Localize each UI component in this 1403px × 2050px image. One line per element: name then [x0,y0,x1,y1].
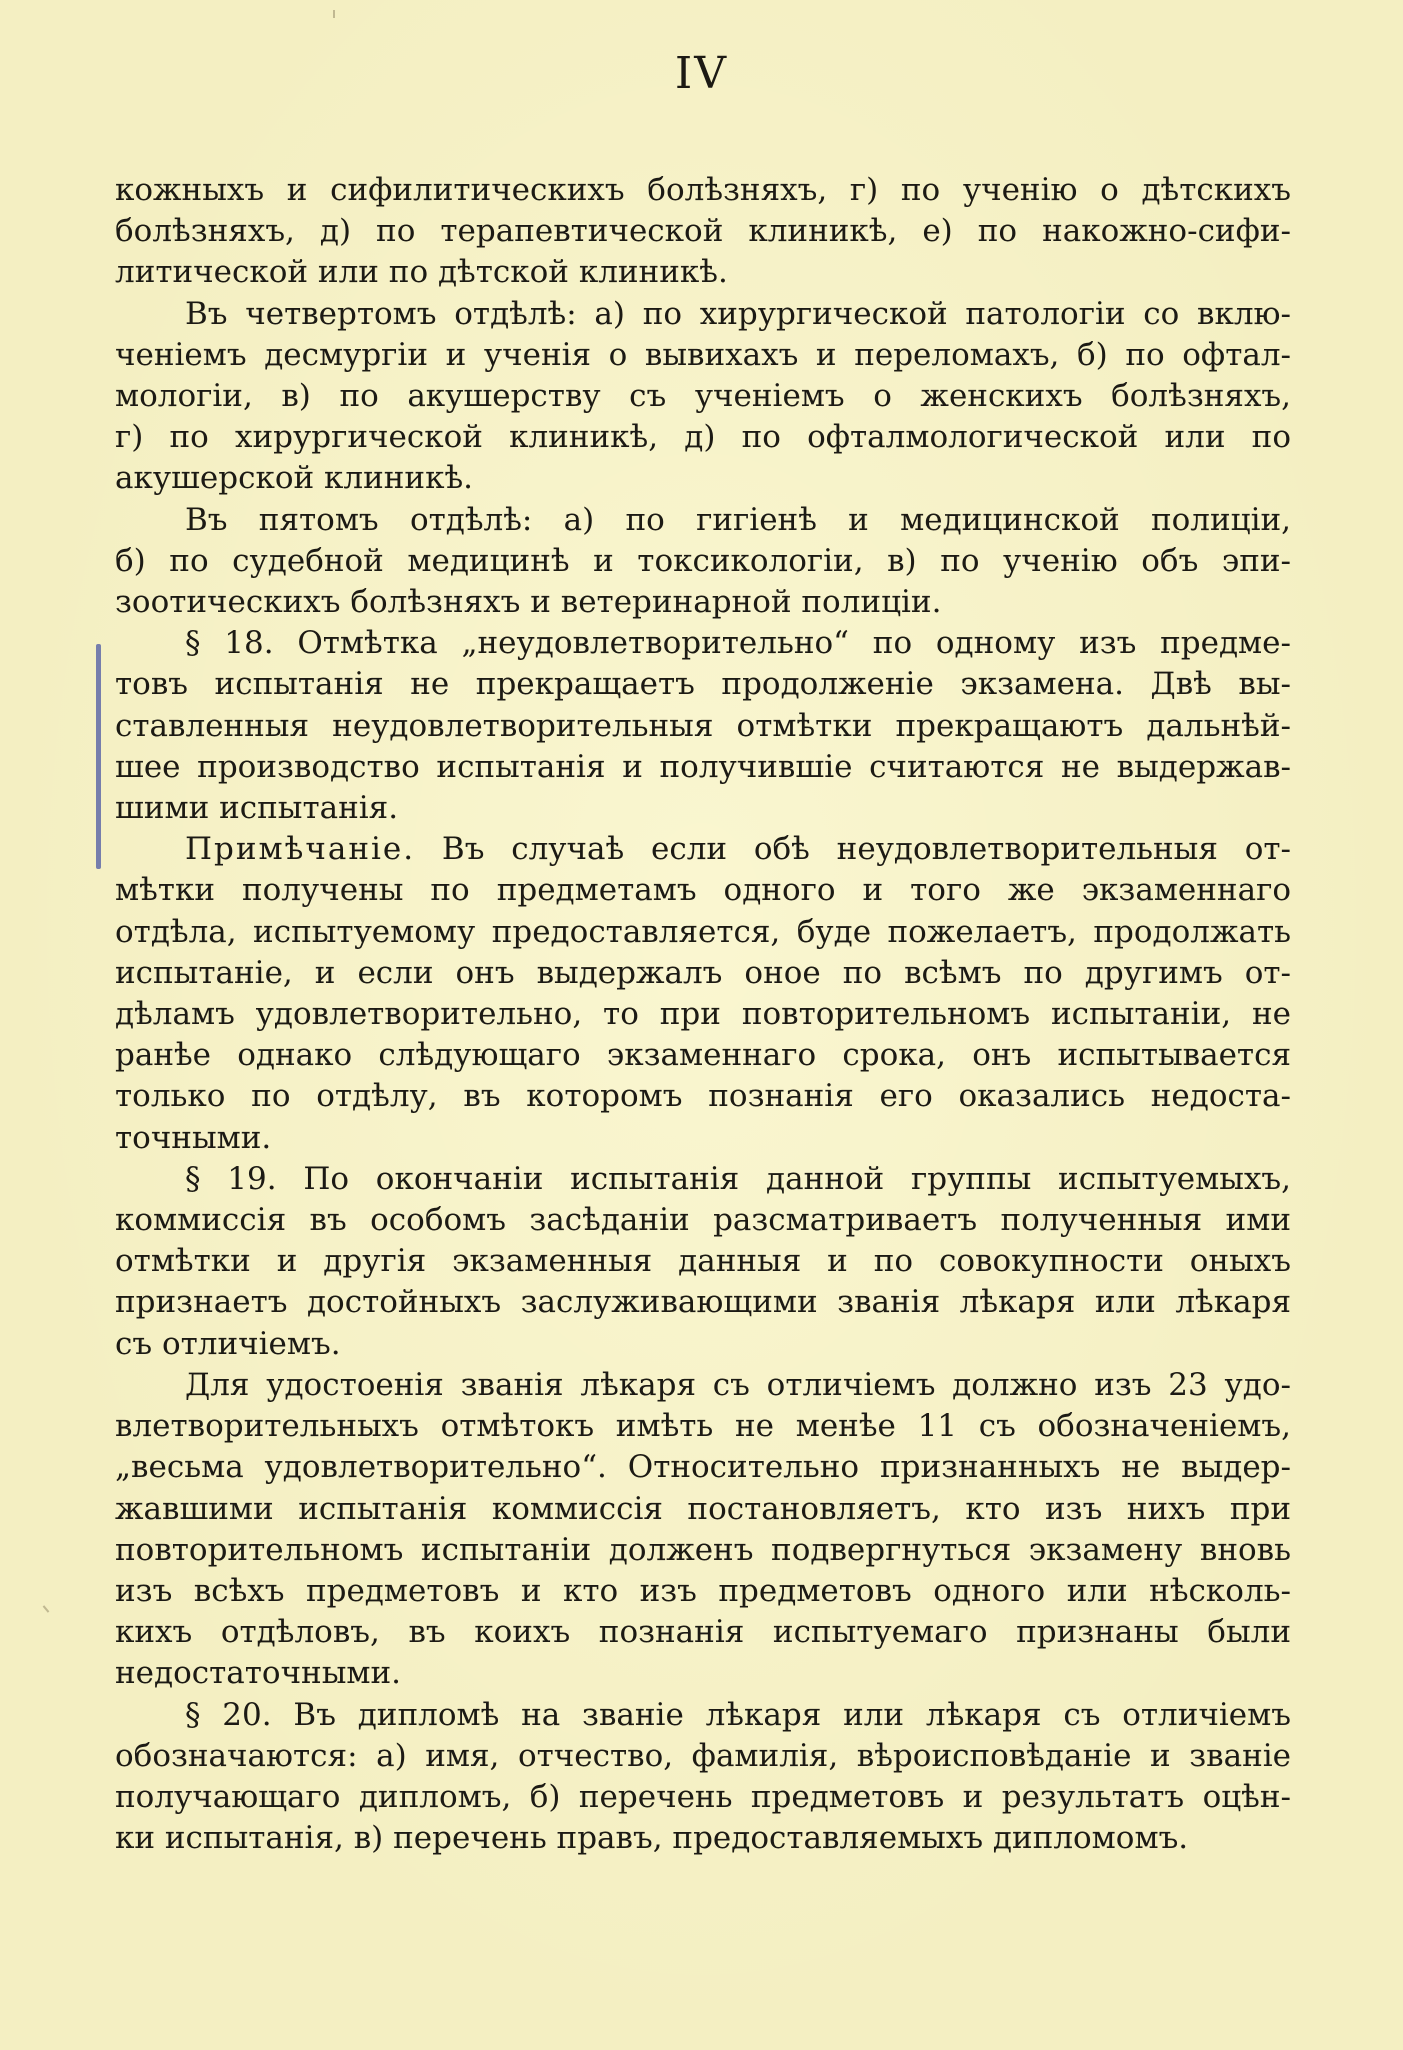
paragraph-start-line: Въ пятомъ отдѣлѣ: а) по гигіенѣ и медицинской полиціи, [185,501,1291,538]
text-line: только по отдѣлу, въ которомъ познанія его оказались недоста- [115,1078,1291,1115]
text-line: болѣзняхъ, д) по терапевтической клиникѣ, е) по накожно-сифи- [115,213,1291,250]
text-line: мологіи, в) по акушерству съ ученіемъ о женскихъ болѣзняхъ, [115,378,1291,415]
note-start-line [115,829,1291,870]
text-line: точными. [115,1119,272,1156]
paper-speck [333,10,335,18]
text-line: акушерской клиникѣ. [115,460,473,497]
note-heading: Примѣчаніе. [185,831,416,868]
text-line: обозначаются: а) имя, отчество, фамилія, вѣроисповѣданіе и званіе [115,1737,1291,1774]
text-line: съ отличіемъ. [115,1325,341,1362]
margin-pencil-mark [96,644,101,869]
text-line: отдѣла, испытуемому предоставляется, буде пожелаетъ, продолжать [115,913,1291,950]
text-line: г) по хирургической клиникѣ, д) по офталмологической или по [115,419,1291,456]
text-line: отмѣтки и другія экзаменныя данныя и по совокупности оныхъ [115,1243,1291,1280]
paragraph-start-line: Для удостоенія званія лѣкаря съ отличіемъ должно изъ 23 удо- [185,1366,1291,1403]
section-19-start-line: § 19. По окончаніи испытанія данной группы испытуемыхъ, [185,1160,1291,1197]
text-line: кихъ отдѣловъ, въ коихъ познанія испытуемаго признаны были [115,1614,1291,1651]
text-line: товъ испытанія не прекращаетъ продолженіе экзамена. Двѣ вы- [115,666,1291,703]
text-line: коммиссія въ особомъ засѣданіи разсматриваетъ полученныя ими [115,1202,1291,1239]
section-18-start-line: § 18. Отмѣтка „неудовлетворительно“ по одному изъ предме- [185,625,1291,662]
text-line: признаетъ достойныхъ заслуживающими званія лѣкаря или лѣкаря [115,1284,1291,1321]
paragraph-start-line: Въ четвертомъ отдѣлѣ: а) по хирургической патологіи со вклю- [185,295,1291,332]
text-line: шими испытанія. [115,790,399,827]
text-line: ки испытанія, в) перечень правъ, предоставляемыхъ дипломомъ. [115,1820,1189,1857]
section-20-start-line: § 20. Въ дипломѣ на званіе лѣкаря или лѣкаря съ отличіемъ [185,1696,1291,1733]
text-line: ранѣе однако слѣдующаго экзаменнаго срока, онъ испытывается [115,1037,1291,1074]
text-line: получающаго дипломъ, б) перечень предметовъ и результатъ оцѣн- [115,1778,1291,1815]
text-line: жавшими испытанія коммиссія постановляетъ, кто изъ нихъ при [115,1490,1291,1527]
text-line: влетворительныхъ отмѣтокъ имѣть не менѣе 11 съ обозначеніемъ, [115,1408,1291,1445]
text-line: мѣтки получены по предметамъ одного и того же экзаменнаго [115,872,1291,909]
text-line: шее производство испытанія и получившіе считаются не выдержав- [115,748,1291,785]
text-line: „весьма удовлетворительно“. Относительно признанныхъ не выдер- [115,1449,1291,1486]
text-line: литической или по дѣтской клиникѣ. [115,254,728,291]
text-line: дѣламъ удовлетворительно, то при повторительномъ испытаніи, не [115,996,1291,1033]
text-line: испытаніе, и если онъ выдержалъ оное по всѣмъ по другимъ от- [115,954,1291,991]
note-text: Въ случаѣ если обѣ неудовлетворительныя от- [415,831,1291,868]
main-text [115,170,1291,1859]
text-line: зоотическихъ болѣзняхъ и ветеринарной полиціи. [115,584,942,621]
text-line: повторительномъ испытаніи долженъ подвергнуться экзамену вновь [115,1531,1291,1568]
paper-speck [43,1605,50,1612]
text-line: изъ всѣхъ предметовъ и кто изъ предметовъ одного или нѣсколь- [115,1572,1291,1609]
text-line: ченіемъ десмургіи и ученія о вывихахъ и переломахъ, б) по офтал- [115,336,1291,373]
page-number: IV [674,48,729,99]
text-line: кожныхъ и сифилитическихъ болѣзняхъ, г) по ученію о дѣтскихъ [115,172,1291,208]
text-line: ставленныя неудовлетворительныя отмѣтки прекращаютъ дальнѣй- [115,707,1291,744]
text-line: б) по судебной медицинѣ и токсикологіи, в) по ученію объ эпи- [115,542,1291,579]
text-line: недостаточными. [115,1655,402,1692]
